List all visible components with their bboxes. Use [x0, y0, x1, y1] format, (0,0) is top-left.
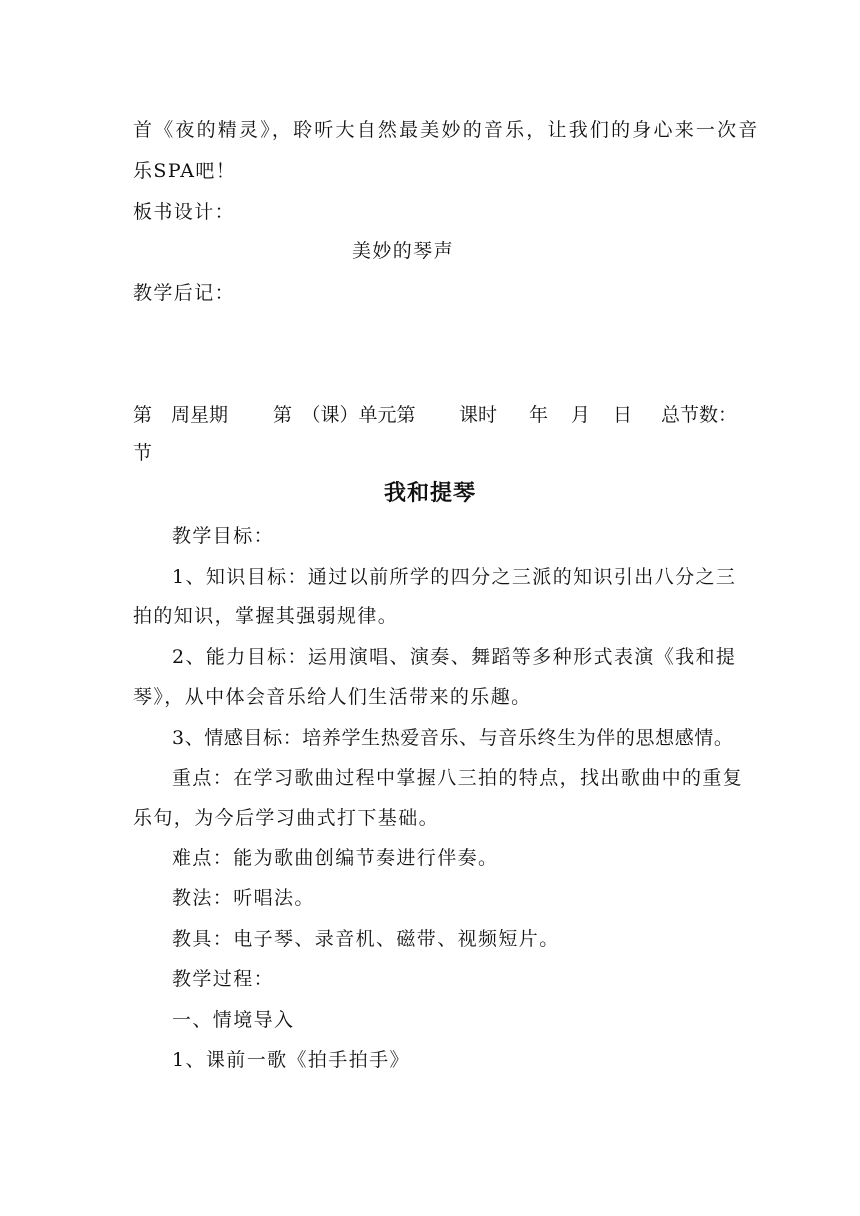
objective-2-line: 2、能力目标：运用演唱、演奏、舞蹈等多种形式表演《我和提 [172, 646, 737, 668]
schedule-month: 月 [571, 404, 591, 426]
paragraph-line: 首《夜的精灵》，聆听大自然最美妙的音乐，让我们的身心来一次音 [133, 119, 760, 141]
objectives-label: 教学目标： [172, 525, 275, 547]
schedule-total: 总节数： [661, 404, 738, 426]
schedule-year: 年 [529, 404, 549, 426]
process-substep: 1、课前一歌《拍手拍手》 [172, 1049, 410, 1071]
key-point-line: 重点：在学习歌曲过程中掌握八三拍的特点，找出歌曲中的重复 [172, 767, 744, 789]
difficulty-line: 难点：能为歌曲创编节奏进行伴奏。 [172, 847, 499, 869]
objective-1-line: 拍的知识，掌握其强弱规律。 [133, 605, 399, 627]
objective-1-line: 1、知识目标：通过以前所学的四分之三派的知识引出八分之三 [172, 566, 737, 588]
key-point-line: 乐句，为今后学习曲式打下基础。 [133, 807, 440, 829]
objective-3-line: 3、情感目标：培养学生热爱音乐、与音乐终生为伴的思想感情。 [172, 727, 734, 749]
process-step: 一、情境导入 [172, 1009, 295, 1031]
postscript-label: 教学后记： [133, 282, 236, 304]
method-line: 教法：听唱法。 [172, 887, 315, 909]
paragraph-line: 乐SPA吧！ [133, 160, 237, 182]
tools-line: 教具：电子琴、录音机、磁带、视频短片。 [172, 928, 560, 950]
schedule-total-unit: 节 [133, 442, 154, 464]
schedule-week: 第 周星期 [133, 404, 229, 426]
objective-2-line: 琴》，从中体会音乐给人们生活带来的乐趣。 [133, 686, 532, 708]
schedule-day: 日 [613, 404, 633, 426]
schedule-unit: 第 （课）单元第 [273, 404, 416, 426]
lesson-title: 我和提琴 [383, 481, 476, 506]
schedule-period: 课时 [459, 404, 498, 426]
board-design-content: 美妙的琴声 [351, 240, 454, 262]
process-label: 教学过程： [172, 968, 275, 990]
board-design-label: 板书设计： [133, 201, 236, 223]
